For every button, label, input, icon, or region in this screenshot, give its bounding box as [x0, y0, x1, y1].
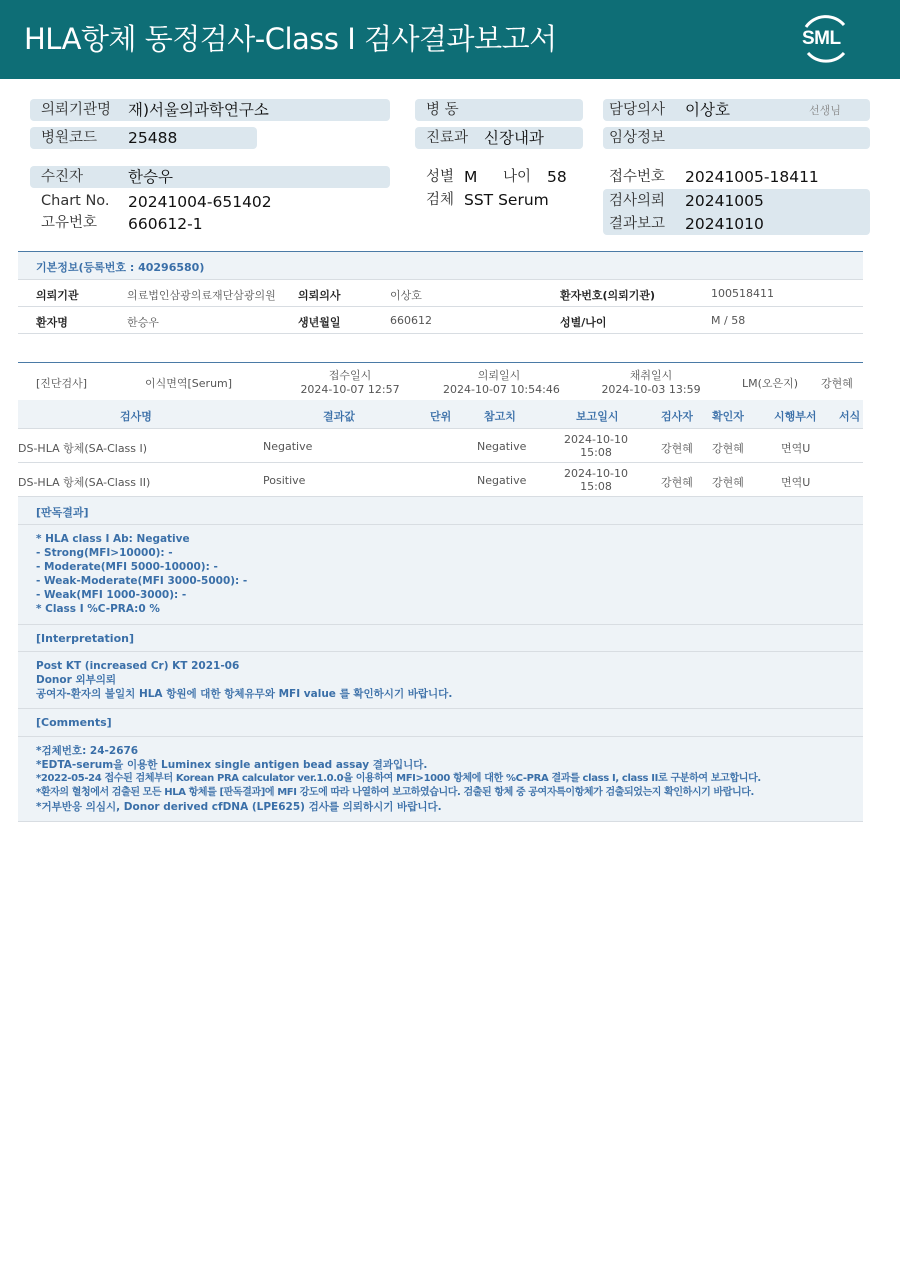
basic-info-value: 한승우 — [127, 316, 159, 329]
institution-value: 재)서울의과학연구소 — [128, 101, 269, 119]
col-reference: 참고치 — [484, 410, 516, 423]
judgement-line: * Class I %C-PRA:0 % — [36, 603, 160, 615]
diagnosis-person: 강현혜 — [821, 377, 853, 390]
comment-line: *2022-05-24 접수된 검체부터 Korean PRA calculator ver.1.0.0을 이용하여 MFI>1000 항체에 대한 %C-PRA 결과를 class I, class II로 구분하여 보고합니다. — [36, 773, 761, 784]
result-test-name: DS-HLA 항체(SA-Class II) — [18, 476, 151, 489]
divider — [18, 306, 863, 307]
institution-label: 의뢰기관명 — [41, 102, 112, 118]
judgement-title: [판독결과] — [36, 506, 89, 519]
result-report-date: 2024-10-10 — [564, 467, 628, 480]
diagnosis-top-line — [18, 362, 863, 363]
request-date-label: 의뢰일시 — [477, 369, 521, 382]
basic-info-value: M / 58 — [711, 314, 746, 327]
ward-label: 병 동 — [426, 102, 459, 118]
request-date: 2024-10-07 10:54:46 — [443, 383, 560, 396]
result-dept: 면역U — [781, 476, 811, 489]
comment-line: *검체번호: 24-2676 — [36, 745, 139, 757]
interpretation-title: [Interpretation] — [36, 632, 134, 645]
diagnosis-tag: [진단검사] — [36, 377, 88, 390]
chart-label: Chart No. — [41, 193, 110, 209]
sex-value: M — [464, 168, 478, 186]
divider — [18, 462, 863, 463]
basic-info-label: 환자명 — [36, 316, 68, 329]
comments-title: [Comments] — [36, 716, 112, 729]
age-value: 58 — [547, 168, 567, 186]
judgement-line: - Weak-Moderate(MFI 3000-5000): - — [36, 575, 248, 587]
doctor-value: 이상호 — [685, 101, 730, 119]
result-reference: Negative — [477, 474, 527, 487]
hospital-code-value: 25488 — [128, 129, 178, 147]
result-report-time: 15:08 — [580, 446, 612, 459]
result-tester: 강현혜 — [661, 476, 693, 489]
judgement-line: - Moderate(MFI 5000-10000): - — [36, 561, 218, 573]
result-value: Negative — [263, 440, 313, 453]
col-report-date: 보고일시 — [576, 410, 619, 423]
collect-date-label: 채취일시 — [629, 369, 673, 382]
comment-line: *거부반응 의심시, Donor derived cfDNA (LPE625) 검사를 의뢰하시기 바랍니다. — [36, 801, 442, 813]
result-report-time: 15:08 — [580, 480, 612, 493]
doctor-suffix: 선생님 — [809, 104, 841, 117]
report-value: 20241010 — [685, 215, 764, 233]
diagnosis-lm: LM(오은지) — [742, 377, 799, 390]
basic-info-value: 660612 — [390, 314, 432, 327]
basic-info-label: 의뢰기관 — [36, 289, 79, 302]
judgement-line: * HLA class I Ab: Negative — [36, 533, 190, 545]
receipt-label: 접수번호 — [609, 169, 666, 185]
basic-info-title: 기본정보(등록번호 : 40296580) — [36, 261, 205, 274]
result-checker: 강현혜 — [712, 442, 744, 455]
judgement-line: - Weak(MFI 1000-3000): - — [36, 589, 187, 601]
basic-info-label: 환자번호(의뢰기관) — [560, 289, 656, 302]
basic-info-label: 의뢰의사 — [298, 289, 341, 302]
hospital-code-label: 병원코드 — [41, 130, 98, 146]
interpretation-title-band — [18, 625, 863, 651]
col-form: 서식 — [839, 410, 861, 423]
result-test-name: DS-HLA 항체(SA-Class I) — [18, 442, 148, 455]
judgement-title-band — [18, 497, 863, 524]
report-title: HLA항체 동정검사-Class I 검사결과보고서 — [24, 22, 557, 56]
basic-info-value: 이상호 — [390, 289, 422, 302]
col-result: 결과값 — [323, 410, 355, 423]
report-header — [0, 0, 900, 79]
request-value: 20241005 — [685, 192, 764, 210]
result-checker: 강현혜 — [712, 476, 744, 489]
sex-label: 성별 — [426, 169, 455, 185]
judgement-line: - Strong(MFI>10000): - — [36, 547, 173, 559]
interpretation-line: Post KT (increased Cr) KT 2021-06 — [36, 660, 240, 672]
comment-line: *환자의 혈청에서 검출된 모든 HLA 항체를 [판독결과]에 MFI 강도에 따라 나열하여 보고하였습니다. 검출된 항체 중 공여자특이항체가 검출되었는지 확인하시기 바랍니다. — [36, 787, 754, 798]
sml-logo — [796, 11, 854, 67]
col-dept: 시행부서 — [774, 410, 817, 423]
result-value: Positive — [263, 474, 306, 487]
col-tester: 검사자 — [661, 410, 693, 423]
doctor-label: 담당의사 — [609, 102, 666, 118]
dept-label: 진료과 — [426, 130, 469, 146]
comments-title-band — [18, 709, 863, 736]
receipt-date-label: 접수일시 — [328, 369, 372, 382]
specimen-value: SST Serum — [464, 191, 549, 209]
interpretation-line: 공여자-환자의 불일치 HLA 항원에 대한 항체유무와 MFI value 를 확인하시기 바랍니다. — [36, 688, 453, 700]
result-tester: 강현혜 — [661, 442, 693, 455]
basic-info-label: 성별/나이 — [560, 316, 607, 329]
patient-label: 수진자 — [41, 169, 84, 185]
dept-value: 신장내과 — [484, 129, 544, 147]
interpretation-line: Donor 외부의뢰 — [36, 674, 117, 686]
comment-line: *EDTA-serum을 이용한 Luminex single antigen bead assay 결과입니다. — [36, 759, 428, 771]
logo-text: SML — [802, 28, 841, 49]
divider — [18, 279, 863, 280]
col-test-name: 검사명 — [120, 410, 152, 423]
divider — [18, 333, 863, 334]
age-label: 나이 — [503, 169, 532, 185]
patient-value: 한승우 — [128, 168, 173, 186]
basic-info-value: 의료법인삼광의료재단삼광의원 — [127, 289, 276, 302]
chart-value: 20241004-651402 — [128, 193, 272, 211]
collect-date: 2024-10-03 13:59 — [601, 383, 701, 396]
specimen-label: 검체 — [426, 192, 455, 208]
clinical-label: 임상정보 — [609, 130, 666, 146]
divider — [18, 428, 863, 429]
col-checker: 확인자 — [712, 410, 744, 423]
unique-label: 고유번호 — [41, 215, 98, 231]
divider — [18, 821, 863, 822]
patient-pill — [30, 166, 390, 188]
unique-value: 660612-1 — [128, 215, 203, 233]
result-dept: 면역U — [781, 442, 811, 455]
receipt-date: 2024-10-07 12:57 — [300, 383, 400, 396]
basic-info-label: 생년월일 — [298, 316, 341, 329]
diagnosis-test: 이식면역[Serum] — [145, 377, 233, 390]
col-unit: 단위 — [430, 410, 452, 423]
result-report-date: 2024-10-10 — [564, 433, 628, 446]
basic-info-value: 100518411 — [711, 287, 774, 300]
report-label: 결과보고 — [609, 216, 666, 232]
request-label: 검사의뢰 — [609, 193, 666, 209]
result-reference: Negative — [477, 440, 527, 453]
receipt-value: 20241005-18411 — [685, 168, 819, 186]
